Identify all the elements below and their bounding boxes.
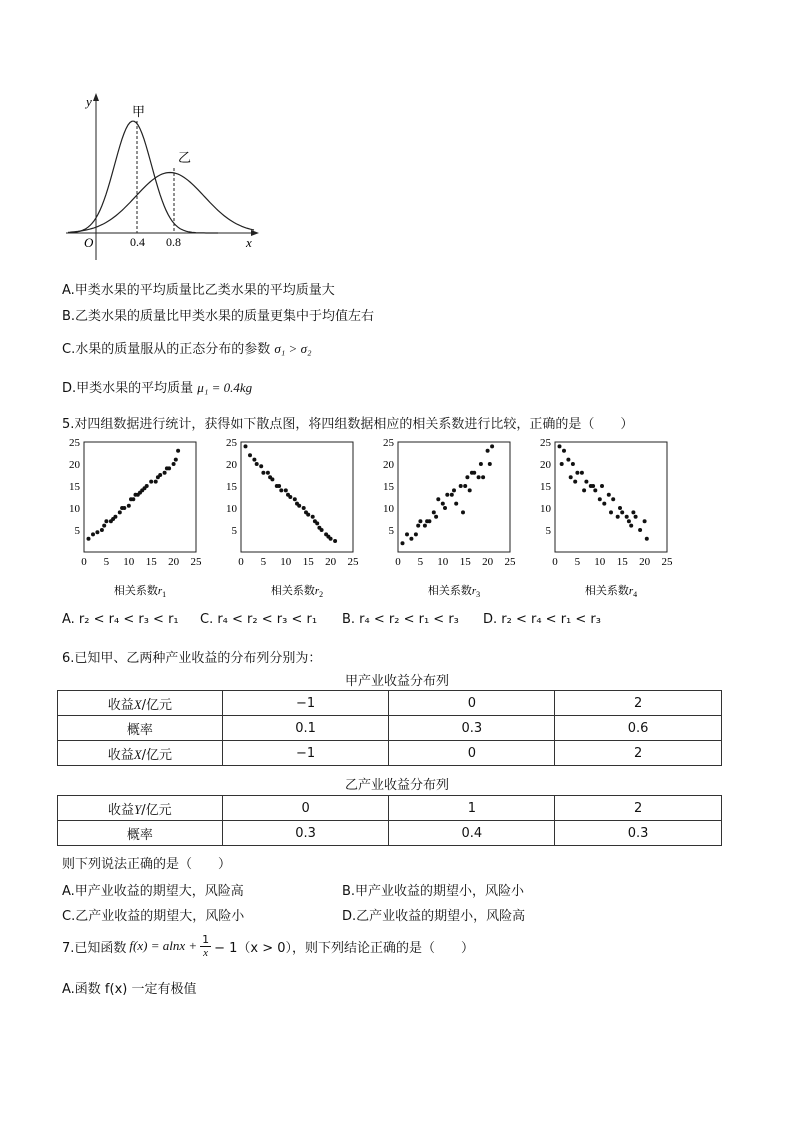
scatter-point: [629, 524, 633, 528]
scatter-point: [454, 502, 458, 506]
q4-option-c: [62, 338, 312, 357]
scatter-point: [414, 532, 418, 536]
scatter-point: [277, 484, 281, 488]
scatter-point: [582, 488, 586, 492]
table-cell: 0.1: [222, 716, 389, 741]
curve-jia: [68, 121, 218, 233]
scatter-point: [569, 475, 573, 479]
scatter-point: [270, 477, 274, 481]
table-cell: 收益Y/亿元: [58, 796, 223, 821]
x-tick-label: 0: [81, 556, 87, 568]
x-tick-label: 20: [325, 556, 337, 568]
scatter-point: [255, 462, 259, 466]
scatter-point: [333, 539, 337, 543]
x-tick-label: 25: [504, 556, 516, 568]
q5-option-d: D. r₂ < r₄ < r₁ < r₃: [483, 612, 601, 627]
curve-label-jia: 甲: [132, 104, 146, 119]
scatter-point: [443, 506, 447, 510]
q6-prompt: 则下列说法正确的是（ ）: [62, 857, 232, 872]
scatter-point: [441, 502, 445, 506]
table1-caption: 甲产业收益分布列: [344, 674, 449, 689]
scatter-point: [562, 449, 566, 453]
scatter-point: [584, 480, 588, 484]
y-tick-label: 5: [231, 525, 237, 537]
scatter-point: [463, 484, 467, 488]
scatter-point: [409, 537, 413, 541]
scatter-point: [297, 504, 301, 508]
scatter-plot-1: [62, 436, 212, 598]
scatter-point: [279, 488, 283, 492]
scatter-point: [102, 524, 106, 528]
plot-frame: [84, 442, 196, 552]
table-cell: −1: [222, 691, 389, 716]
plot-label-2: 相关系数$r_2$: [270, 584, 324, 598]
scatter-point: [113, 515, 117, 519]
scatter-point: [477, 475, 481, 479]
scatter-point: [638, 528, 642, 532]
y-tick-label: 20: [69, 459, 80, 471]
plot-label-4: 相关系数$r_4$: [584, 584, 638, 598]
scatter-point: [445, 493, 449, 497]
y-tick-label: 25: [69, 437, 80, 449]
scatter-point: [122, 506, 126, 510]
x-tick-label: 5: [574, 556, 581, 568]
scatter-plots: [62, 436, 682, 598]
scatter-point: [566, 458, 570, 462]
y-tick-label: 10: [383, 503, 394, 515]
y-tick-label: 15: [69, 481, 80, 493]
x-tick-label: 5: [260, 556, 267, 568]
x-tick-label: 15: [616, 556, 628, 568]
distribution-table-jia: [57, 690, 722, 766]
plot-label-3: 相关系数$r_3$: [427, 584, 481, 598]
table-cell: 0: [222, 796, 389, 821]
scatter-point: [450, 493, 454, 497]
scatter-point: [432, 510, 436, 514]
scatter-point: [479, 462, 483, 466]
scatter-point: [571, 462, 575, 466]
scatter-point: [468, 488, 472, 492]
y-tick-label: 25: [226, 437, 237, 449]
curve-label-yi: 乙: [178, 150, 192, 165]
q6-option-b: B.甲产业收益的期望小，风险小: [342, 884, 525, 899]
q7-func: f(x) = alnx +: [129, 938, 198, 953]
y-tick-label: 15: [540, 481, 551, 493]
scatter-point: [602, 502, 606, 506]
x-tick-label: 0: [552, 556, 558, 568]
table-cell: 收益X/亿元: [58, 741, 223, 766]
scatter-point: [434, 515, 438, 519]
scatter-point: [288, 495, 292, 499]
scatter-point: [320, 528, 324, 532]
q7-fraction: [200, 934, 211, 959]
x-tick-label: 25: [190, 556, 202, 568]
q5-option-b: B. r₄ < r₂ < r₁ < r₃: [342, 612, 459, 627]
scatter-point: [609, 510, 613, 514]
scatter-point: [618, 506, 622, 510]
scatter-point: [401, 541, 405, 545]
table-cell: 概率: [58, 716, 223, 741]
scatter-plot-4: [533, 436, 683, 598]
scatter-point: [620, 510, 624, 514]
q7-frac-num: 1: [202, 932, 210, 946]
scatter-point: [174, 458, 178, 462]
x-tick-label: 25: [661, 556, 673, 568]
scatter-point: [459, 484, 463, 488]
scatter-point: [87, 537, 91, 541]
table-cell: 0.6: [555, 716, 722, 741]
scatter-point: [91, 532, 95, 536]
x-tick-label: 5: [103, 556, 110, 568]
scatter-point: [176, 449, 180, 453]
y-tick-label: 25: [383, 437, 394, 449]
x-tick-label: 20: [168, 556, 180, 568]
scatter-point: [598, 497, 602, 501]
q5-option-c: C. r₄ < r₂ < r₃ < r₁: [200, 612, 318, 627]
q7-frac-den: x: [203, 946, 209, 959]
scatter-point: [145, 484, 149, 488]
plot-frame: [555, 442, 667, 552]
scatter-point: [593, 488, 597, 492]
q4-option-d-math: μ₁ = 0.4kg: [197, 380, 253, 395]
scatter-point: [252, 458, 256, 462]
scatter-point: [266, 471, 270, 475]
table-cell: 0: [389, 741, 555, 766]
table-cell: 2: [555, 796, 722, 821]
table-row: [58, 716, 722, 741]
scatter-point: [616, 515, 620, 519]
q7-prefix: 7.已知函数: [62, 940, 127, 956]
x-axis-label: x: [246, 235, 252, 250]
scatter-point: [488, 462, 492, 466]
scatter-point: [100, 528, 104, 532]
q4-option-a: A.甲类水果的平均质量比乙类水果的平均质量大: [62, 283, 335, 298]
x-tick-label: 20: [482, 556, 494, 568]
table-row: [58, 821, 722, 846]
scatter-point: [127, 504, 131, 508]
q6-option-d: D.乙产业收益的期望小，风险高: [342, 909, 526, 924]
scatter-point: [465, 475, 469, 479]
table-cell: 概率: [58, 821, 223, 846]
q4-option-d: [62, 377, 252, 396]
scatter-point: [167, 466, 171, 470]
distribution-table-yi: [57, 795, 722, 846]
q6-option-a: A.甲产业收益的期望大，风险高: [62, 884, 244, 899]
scatter-point: [311, 515, 315, 519]
y-tick-label: 10: [540, 503, 551, 515]
scatter-point: [163, 471, 167, 475]
scatter-point: [261, 471, 265, 475]
q7-func-tail: − 1（x > 0），则下列结论正确的是（ ）: [214, 940, 475, 956]
scatter-plot-2: [219, 436, 369, 598]
table-row: [58, 741, 722, 766]
scatter-point: [452, 488, 456, 492]
scatter-point: [418, 519, 422, 523]
scatter-point: [293, 497, 297, 501]
scatter-point: [472, 471, 476, 475]
scatter-point: [611, 497, 615, 501]
x-tick-label: 10: [123, 556, 135, 568]
scatter-point: [416, 524, 420, 528]
table-row: [58, 691, 722, 716]
scatter-point: [627, 519, 631, 523]
scatter-plot-3: [376, 436, 526, 598]
plot-frame: [241, 442, 353, 552]
x-tick-label: 15: [145, 556, 157, 568]
y-tick-label: 5: [388, 525, 394, 537]
y-tick-label: 10: [226, 503, 237, 515]
scatter-point: [248, 453, 252, 457]
y-tick-label: 10: [69, 503, 80, 515]
scatter-point: [149, 480, 153, 484]
table-cell: 2: [555, 741, 722, 766]
x-tick-label: 15: [302, 556, 314, 568]
table-cell: 2: [555, 691, 722, 716]
scatter-point: [315, 521, 319, 525]
scatter-point: [172, 462, 176, 466]
scatter-point: [306, 513, 310, 517]
scatter-point: [600, 484, 604, 488]
scatter-point: [244, 444, 248, 448]
scatter-point: [645, 537, 649, 541]
x-tick-08: 0.8: [166, 235, 181, 249]
scatter-point: [329, 537, 333, 541]
scatter-point: [575, 471, 579, 475]
x-tick-label: 15: [459, 556, 471, 568]
y-tick-label: 5: [74, 525, 80, 537]
x-tick-label: 5: [417, 556, 424, 568]
q6-question: 6.已知甲、乙两种产业收益的分布列分别为：: [62, 651, 322, 666]
q4-option-b: B.乙类水果的质量比甲类水果的质量更集中于均值左右: [62, 309, 375, 324]
normal-distribution-figure: [58, 90, 268, 260]
q4-option-c-math: σ₁ > σ₂: [274, 341, 312, 356]
scatter-point: [302, 506, 306, 510]
q5-question: 5.对四组数据进行统计，获得如下散点图，将四组数据相应的相关系数进行比较，正确的是（ ）: [62, 417, 634, 432]
scatter-point: [643, 519, 647, 523]
scatter-point: [573, 480, 577, 484]
x-tick-label: 10: [280, 556, 292, 568]
scatter-point: [259, 464, 263, 468]
table-cell: 0.3: [389, 716, 555, 741]
plot-label-1: 相关系数$r_1$: [113, 584, 167, 598]
table-cell: 0.3: [222, 821, 389, 846]
q7-question: [62, 928, 474, 964]
table-cell: −1: [222, 741, 389, 766]
scatter-point: [405, 532, 409, 536]
scatter-point: [436, 497, 440, 501]
scatter-point: [607, 493, 611, 497]
q4-option-d-text: D.甲类水果的平均质量: [62, 381, 194, 396]
y-tick-label: 25: [540, 437, 551, 449]
q4-option-c-text: C.水果的质量服从的正态分布的参数: [62, 342, 271, 357]
y-axis-label: y: [86, 94, 92, 109]
table-cell: 0.3: [555, 821, 722, 846]
table-cell: 0.4: [389, 821, 555, 846]
scatter-point: [461, 510, 465, 514]
scatter-point: [118, 510, 122, 514]
y-tick-label: 15: [383, 481, 394, 493]
x-tick-label: 25: [347, 556, 359, 568]
x-tick-label: 0: [395, 556, 401, 568]
x-tick-04: 0.4: [130, 235, 145, 249]
scatter-point: [131, 497, 135, 501]
scatter-point: [154, 480, 158, 484]
scatter-point: [490, 444, 494, 448]
scatter-point: [558, 444, 562, 448]
table-cell: 收益X/亿元: [58, 691, 223, 716]
x-tick-label: 10: [437, 556, 449, 568]
table-row: [58, 796, 722, 821]
table-cell: 0: [389, 691, 555, 716]
y-tick-label: 15: [226, 481, 237, 493]
scatter-point: [486, 449, 490, 453]
x-tick-label: 10: [594, 556, 606, 568]
x-tick-label: 20: [639, 556, 651, 568]
x-tick-label: 0: [238, 556, 244, 568]
scatter-point: [427, 519, 431, 523]
scatter-point: [158, 473, 162, 477]
scatter-point: [580, 471, 584, 475]
y-tick-label: 20: [383, 459, 394, 471]
y-tick-label: 5: [545, 525, 551, 537]
q6-option-c: C.乙产业收益的期望大，风险小: [62, 909, 245, 924]
scatter-point: [631, 510, 635, 514]
table2-caption: 乙产业收益分布列: [344, 778, 449, 793]
q7-option-a: A.函数 f(x) 一定有极值: [62, 982, 197, 997]
scatter-point: [560, 462, 564, 466]
table-cell: 1: [389, 796, 555, 821]
scatter-point: [625, 515, 629, 519]
origin-label: O: [84, 235, 94, 250]
scatter-point: [104, 519, 108, 523]
q5-option-a: A. r₂ < r₄ < r₃ < r₁: [62, 612, 179, 627]
scatter-point: [95, 530, 99, 534]
scatter-point: [284, 488, 288, 492]
scatter-point: [423, 524, 427, 528]
scatter-point: [481, 475, 485, 479]
y-tick-label: 20: [540, 459, 551, 471]
y-tick-label: 20: [226, 459, 237, 471]
scatter-point: [591, 484, 595, 488]
scatter-point: [634, 515, 638, 519]
